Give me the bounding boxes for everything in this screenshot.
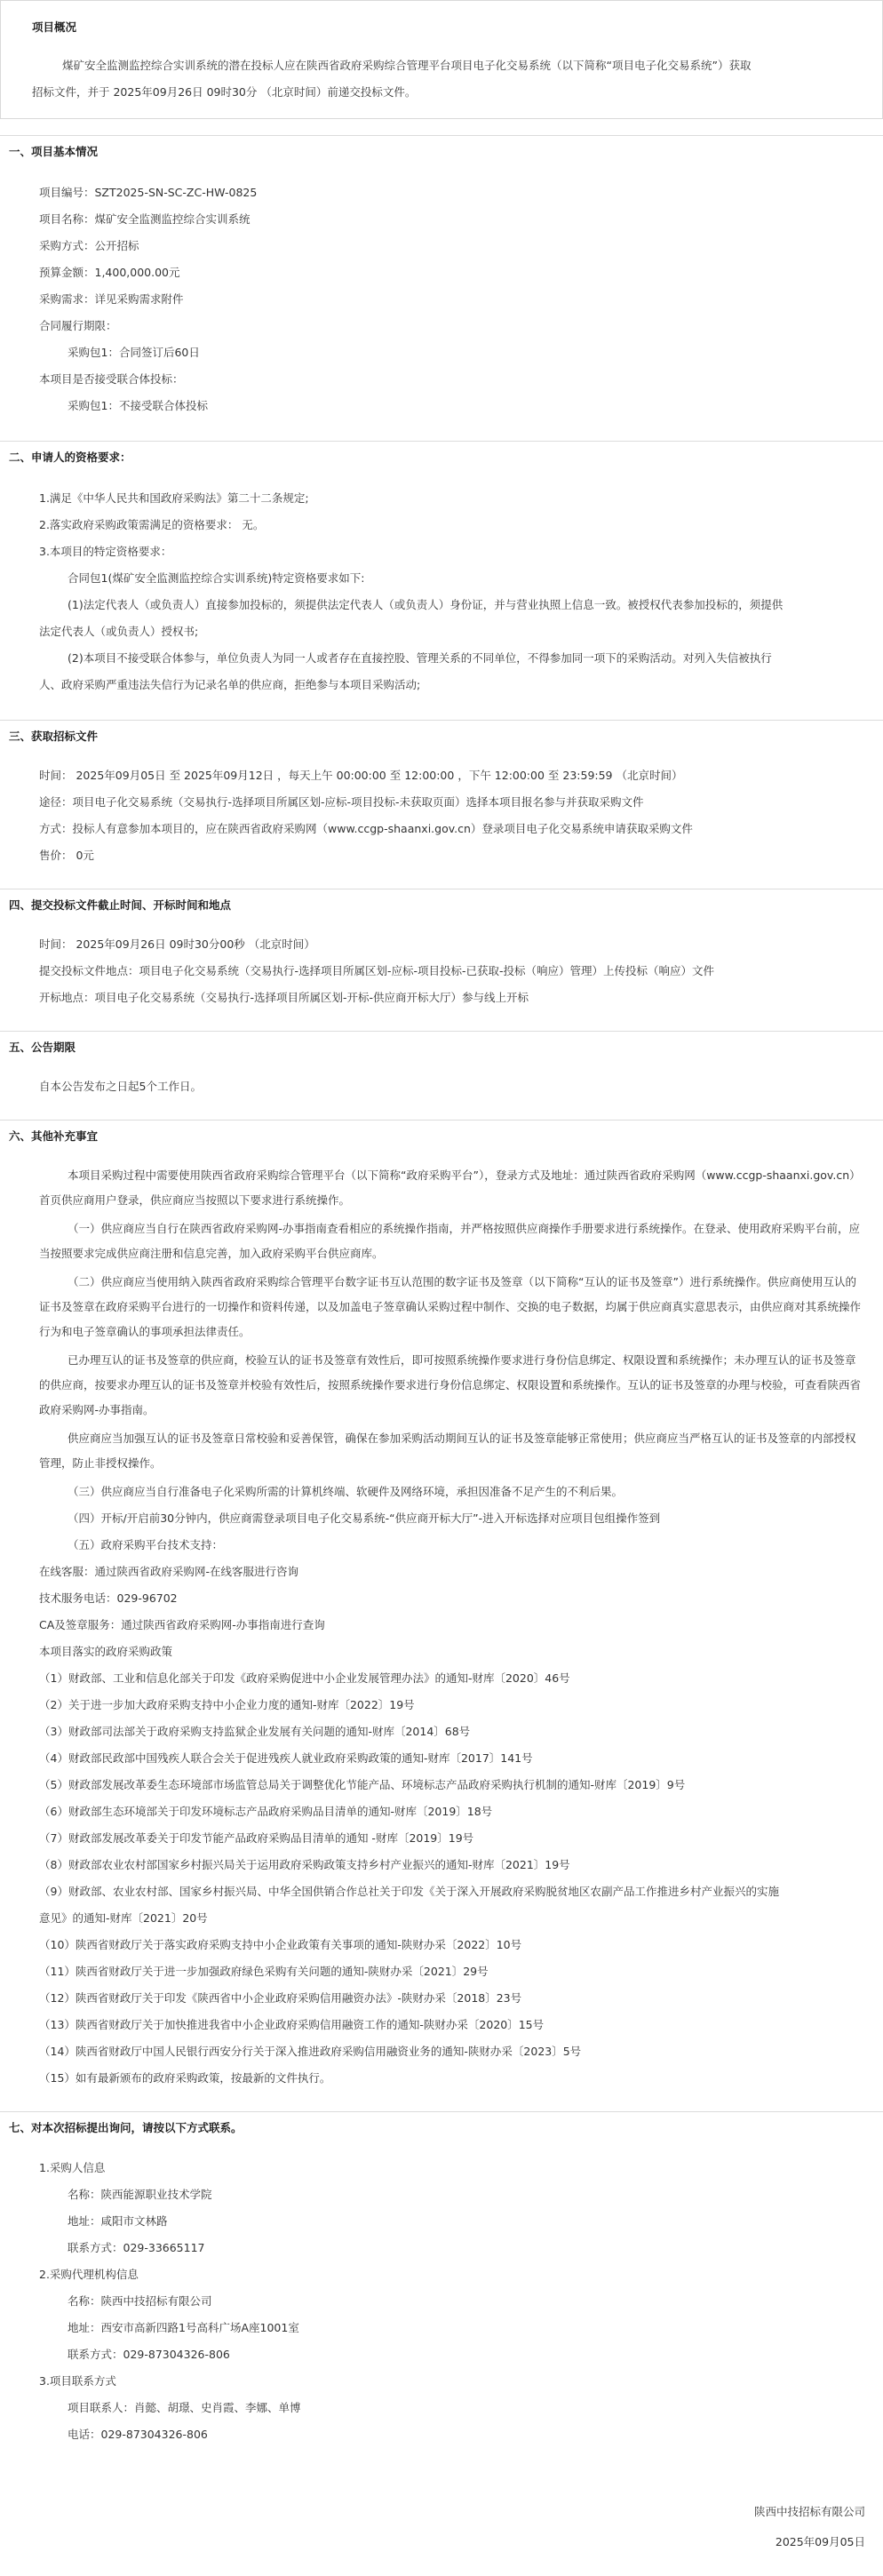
policy-item-11: （11）陕西省财政厅关于进一步加强政府绿色采购有关问题的通知-陕财办采〔2021〕29号	[39, 1965, 489, 1978]
divider	[0, 441, 883, 442]
supplement-paragraph-4: 已办理互认的证书及签章的供应商，校验互认的证书及签章有效性后，即可按照系统操作要求进行身份信息绑定、权限设置和系统操作；未办理互认的证书及签章的供应商，按要求办理互认的证书及签章并校验有效性后，按照系统操作要求进行身份信息绑定、权限设置和系统操作。互认的证书及签章的办理与校验，可查看陕西省政府采购网-办事指南。	[39, 1353, 862, 1416]
section-3-title: 三、获取招标文件	[9, 730, 99, 743]
consortium-question: 本项目是否接受联合体投标：	[39, 372, 184, 386]
overview-line-1: 煤矿安全监测监控综合实训系统的潜在投标人应在陕西省政府采购综合管理平台项目电子化交易系统（以下简称“项目电子化交易系统”）获取	[62, 59, 752, 72]
requirement-3-item-2: (2)本项目不接受联合体参与，单位负责人为同一人或者存在直接控股、管理关系的不同单位，不得参加同一项下的采购活动。对列入失信被执行	[68, 651, 772, 665]
policy-item-6: （6）财政部生态环境部关于印发环境标志产品政府采购品目清单的通知-财库〔2019〕18号	[39, 1805, 493, 1818]
policy-item-3: （3）财政部司法部关于政府采购支持监狱企业发展有关问题的通知-财库〔2014〕68号	[39, 1725, 471, 1738]
divider	[0, 1120, 883, 1121]
policy-item-9: （9）财政部、农业农村部、国家乡村振兴局、中华全国供销合作总社关于印发《关于深入开展政府采购脱贫地区农副产品工作推进乡村产业振兴的实施	[39, 1885, 779, 1898]
policy-item-9-cont: 意见》的通知-财库〔2021〕20号	[39, 1911, 208, 1925]
supplement-paragraph-8: （五）政府采购平台技术支持：	[68, 1538, 224, 1551]
policy-item-12: （12）陕西省财政厅关于印发《陕西省中小企业政府采购信用融资办法》-陕财办采〔2018〕23号	[39, 1991, 522, 2005]
section-2-title: 二、申请人的资格要求：	[9, 451, 131, 464]
agency-phone: 联系方式：029-87304326-806	[68, 2348, 230, 2361]
requirement-2: 2.落实政府采购政策需满足的资格要求： 无。	[39, 518, 265, 531]
agency-name: 名称：陕西中技招标有限公司	[68, 2294, 212, 2308]
divider	[0, 135, 883, 136]
project-contact-phone: 电话：029-87304326-806	[68, 2428, 208, 2441]
divider	[0, 720, 883, 721]
footer-organization: 陕西中技招标有限公司	[753, 2505, 865, 2518]
project-code: 项目编号：SZT2025-SN-SC-ZC-HW-0825	[39, 186, 258, 199]
purchaser-heading: 1.采购人信息	[39, 2161, 106, 2174]
section-7-title: 七、对本次招标提出询问，请按以下方式联系。	[9, 2121, 243, 2134]
project-contact-heading: 3.项目联系方式	[39, 2374, 116, 2388]
agency-address: 地址：西安市高新四路1号高科广场A座1001室	[68, 2321, 299, 2334]
acquire-time: 时间： 2025年09月05日 至 2025年09月12日 ，每天上午 00:00:00 至 12:00:00 ，下午 12:00:00 至 23:59:59 （北京时间）	[39, 769, 683, 782]
requirement-3-item-1: (1)法定代表人（或负责人）直接参加投标的，须提供法定代表人（或负责人）身份证，并与营业执照上信息一致。被授权代表参加投标的，须提供	[68, 598, 784, 611]
policy-item-1: （1）财政部、工业和信息化部关于印发《政府采购促进中小企业发展管理办法》的通知-财库〔2020〕46号	[39, 1671, 570, 1685]
contract-period-package: 采购包1：合同签订后60日	[68, 346, 200, 359]
project-contact-persons: 项目联系人：肖懿、胡璟、史肖霞、李娜、单博	[68, 2401, 301, 2414]
opening-location: 开标地点：项目电子化交易系统（交易执行-选择项目所属区划-开标-供应商开标大厅）参与线上开标	[39, 991, 529, 1004]
requirement-3-item-2-cont: 人、政府采购严重违法失信行为记录名单的供应商，拒绝参与本项目采购活动;	[39, 678, 421, 691]
procurement-method: 采购方式：公开招标	[39, 239, 139, 252]
requirement-3-intro: 合同包1(煤矿安全监测监控综合实训系统)特定资格要求如下:	[68, 571, 365, 585]
document-price: 售价： 0元	[39, 849, 94, 862]
acquire-mode: 方式：投标人有意参加本项目的，应在陕西省政府采购网（www.ccgp-shaanxi.gov.cn）登录项目电子化交易系统申请获取采购文件	[39, 822, 693, 835]
policy-item-15: （15）如有最新颁布的政府采购政策，按最新的文件执行。	[39, 2071, 331, 2085]
deadline-time: 时间： 2025年09月26日 09时30分00秒 （北京时间）	[39, 937, 315, 951]
purchaser-phone: 联系方式：029-33665117	[68, 2241, 205, 2254]
policy-item-10: （10）陕西省财政厅关于落实政府采购支持中小企业政策有关事项的通知-陕财办采〔2022〕10号	[39, 1938, 522, 1951]
project-name: 项目名称：煤矿安全监测监控综合实训系统	[39, 212, 251, 226]
tech-service-phone: 技术服务电话：029-96702	[39, 1591, 178, 1605]
requirement-3: 3.本项目的特定资格要求：	[39, 545, 172, 558]
agency-heading: 2.采购代理机构信息	[39, 2268, 139, 2281]
purchaser-address: 地址：咸阳市文林路	[68, 2214, 168, 2228]
supplement-paragraph-1: 本项目采购过程中需要使用陕西省政府采购综合管理平台（以下简称“政府采购平台”），登录方式及地址：通过陕西省政府采购网（www.ccgp-shaanxi.gov.cn）首页供应商用户登录，供应商应当按照以下要求进行系统操作。	[39, 1168, 861, 1207]
policy-item-13: （13）陕西省财政厅关于加快推进我省中小企业政府采购信用融资工作的通知-陕财办采〔2020〕15号	[39, 2018, 545, 2031]
section-6-title: 六、其他补充事宜	[9, 1129, 99, 1143]
acquire-way: 途径：项目电子化交易系统（交易执行-选择项目所属区划-应标-项目投标-未获取页面）选择本项目报名参与并获取采购文件	[39, 795, 644, 809]
online-service: 在线客服：通过陕西省政府采购网-在线客服进行咨询	[39, 1565, 299, 1578]
overview-title: 项目概况	[32, 20, 77, 34]
section-1-title: 一、项目基本情况	[9, 145, 99, 158]
supplement-paragraph-6: （三）供应商应当自行准备电子化采购所需的计算机终端、软硬件及网络环境，承担因准备不足产生的不利后果。	[68, 1485, 624, 1498]
policy-item-8: （8）财政部农业农村部国家乡村振兴局关于运用政府采购政策支持乡村产业振兴的通知-财库〔2021〕19号	[39, 1858, 570, 1871]
footer-date: 2025年09月05日	[775, 2535, 865, 2548]
contract-period: 合同履行期限：	[39, 319, 117, 332]
budget-amount: 预算金额：1,400,000.00元	[39, 266, 180, 279]
supplement-paragraph-2: （一）供应商应当自行在陕西省政府采购网-办事指南查看相应的系统操作指南，并严格按照供应商操作手册要求进行系统操作。在登录、使用政府采购平台前，应当按照要求完成供应商注册和信息完善，加入政府采购平台供应商库。	[39, 1222, 861, 1260]
requirement-1: 1.满足《中华人民共和国政府采购法》第二十二条规定;	[39, 491, 309, 505]
policy-item-4: （4）财政部民政部中国残疾人联合会关于促进残疾人就业政府采购政策的通知-财库〔2017〕141号	[39, 1751, 533, 1765]
consortium-package: 采购包1：不接受联合体投标	[68, 399, 208, 412]
overview-line-2: 招标文件，并于 2025年09月26日 09时30分 （北京时间）前递交投标文件。	[32, 85, 417, 99]
policy-heading: 本项目落实的政府采购政策	[39, 1645, 173, 1658]
policy-item-2: （2）关于进一步加大政府采购支持中小企业力度的通知-财库〔2022〕19号	[39, 1698, 415, 1711]
supplement-paragraph-5: 供应商应当加强互认的证书及签章日常校验和妥善保管，确保在参加采购活动期间互认的证书及签章能够正常使用；供应商应当严格互认的证书及签章的内部授权管理，防止非授权操作。	[39, 1432, 856, 1470]
divider	[0, 1031, 883, 1032]
policy-item-7: （7）财政部发展改革委关于印发节能产品政府采购品目清单的通知 -财库〔2019〕19号	[39, 1831, 474, 1845]
submit-location: 提交投标文件地点：项目电子化交易系统（交易执行-选择项目所属区划-应标-项目投标-已获取-投标（响应）管理）上传投标（响应）文件	[39, 964, 715, 977]
policy-item-14: （14）陕西省财政厅中国人民银行西安分行关于深入推进政府采购信用融资业务的通知-陕财办采〔2023〕5号	[39, 2045, 582, 2058]
supplement-paragraph-7: （四）开标/开启前30分钟内，供应商需登录项目电子化交易系统-“供应商开标大厅”-进入开标选择对应项目包组操作签到	[68, 1511, 661, 1525]
section-4-title: 四、提交投标文件截止时间、开标时间和地点	[9, 898, 232, 912]
ca-service: CA及签章服务：通过陕西省政府采购网-办事指南进行查询	[39, 1618, 325, 1631]
procurement-demand: 采购需求：详见采购需求附件	[39, 292, 184, 306]
supplement-paragraph-3: （二）供应商应当使用纳入陕西省政府采购综合管理平台数字证书互认范围的数字证书及签章（以下简称“互认的证书及签章”）进行系统操作。供应商使用互认的证书及签章在政府采购平台进行的一切操作和资料传递，以及加盖电子签章确认采购过程中制作、交换的电子数据，均属于供应商真实意思表示，由供应商对其系统操作行为和电子签章确认的事项承担法律责任。	[39, 1275, 862, 1338]
policy-item-5: （5）财政部发展改革委生态环境部市场监管总局关于调整优化节能产品、环境标志产品政府采购执行机制的通知-财库〔2019〕9号	[39, 1778, 686, 1791]
notice-period: 自本公告发布之日起5个工作日。	[39, 1080, 202, 1093]
requirement-3-item-1-cont: 法定代表人（或负责人）授权书;	[39, 625, 199, 638]
divider	[0, 2111, 883, 2112]
section-5-title: 五、公告期限	[9, 1041, 76, 1054]
purchaser-name: 名称：陕西能源职业技术学院	[68, 2188, 212, 2201]
